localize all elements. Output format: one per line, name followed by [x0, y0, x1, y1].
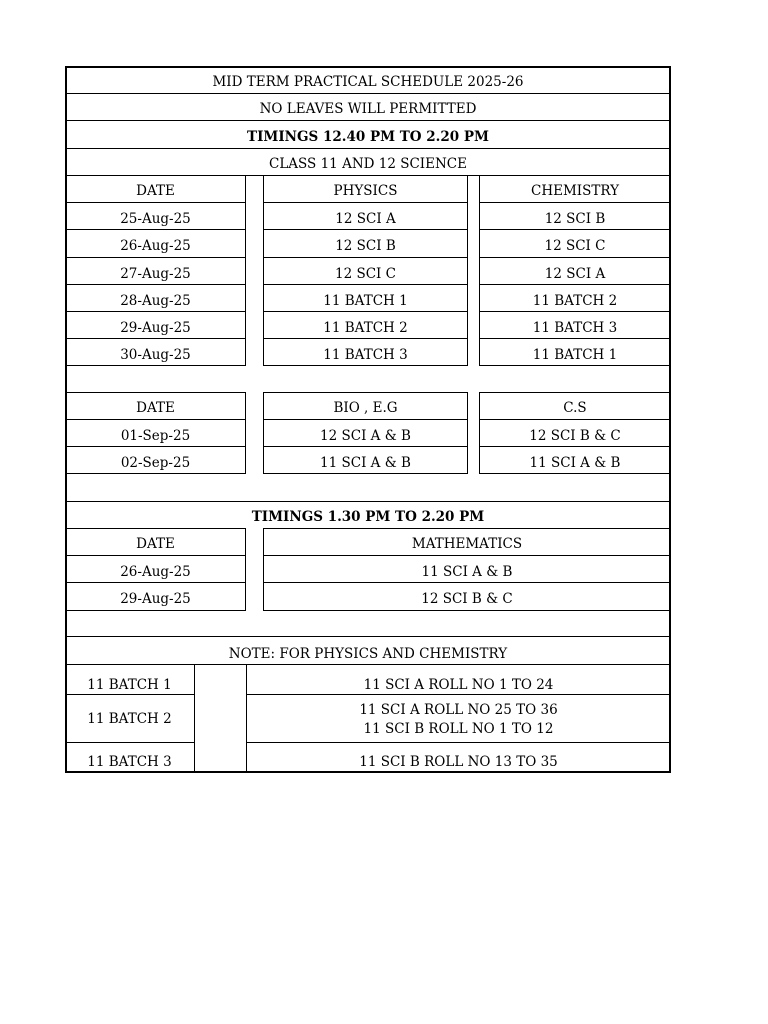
note-batch: 11 BATCH 1: [87, 676, 172, 693]
table-cell: 11 BATCH 2: [323, 320, 408, 337]
column-header: PHYSICS: [333, 183, 398, 200]
note-roll-range: [246, 697, 671, 743]
table-cell: 12 SCI A: [544, 265, 606, 282]
column-header: DATE: [136, 536, 175, 553]
note-batch: 11 BATCH 3: [87, 753, 172, 770]
table-cell: 11 BATCH 3: [323, 347, 408, 364]
table-cell: 12 SCI C: [334, 265, 396, 282]
column-header: CHEMISTRY: [530, 183, 620, 200]
note-row-divider: [65, 742, 194, 743]
schedule-sheet: [65, 66, 671, 773]
table-cell: 30-Aug-25: [120, 347, 191, 364]
note-roll-line: 11 SCI A ROLL NO 25 TO 36: [359, 702, 558, 718]
note-roll-range: 11 SCI B ROLL NO 13 TO 35: [359, 753, 558, 770]
timing-label-1: TIMINGS 12.40 PM TO 2.20 PM: [247, 129, 489, 145]
table-cell: 28-Aug-25: [120, 292, 191, 309]
table-cell: 11 SCI A & B: [320, 455, 411, 471]
table-cell: 25-Aug-25: [120, 211, 191, 228]
row-divider: [65, 501, 671, 502]
column-header: DATE: [136, 183, 175, 200]
timing-label-2: TIMINGS 1.30 PM TO 2.20 PM: [251, 509, 485, 525]
table-cell: 12 SCI A & B: [320, 428, 411, 444]
table-cell: 11 SCI A & B: [421, 564, 513, 581]
column-header: C.S: [563, 400, 587, 416]
schedule-title: MID TERM PRACTICAL SCHEDULE 2025-26: [212, 74, 524, 90]
table-cell: 11 BATCH 3: [532, 320, 618, 337]
note-batch: 11 BATCH 2: [87, 710, 172, 727]
table-cell: 12 SCI B: [544, 211, 606, 228]
table-cell: 26-Aug-25: [120, 564, 191, 581]
table-cell: 26-Aug-25: [120, 238, 191, 255]
table-cell: 12 SCI B: [335, 238, 396, 255]
note-roll-range: 11 SCI A ROLL NO 1 TO 24: [363, 676, 554, 693]
note-roll-line: 11 SCI B ROLL NO 1 TO 12: [363, 721, 554, 737]
table-cell: 12 SCI A: [335, 211, 396, 228]
table-cell: 12 SCI B & C: [421, 591, 513, 608]
note-title: NOTE: FOR PHYSICS AND CHEMISTRY: [228, 646, 508, 662]
table-cell: 12 SCI B & C: [529, 428, 621, 444]
class-label: CLASS 11 AND 12 SCIENCE: [269, 156, 467, 172]
table-cell: 11 SCI A & B: [529, 455, 621, 471]
table-cell: 29-Aug-25: [120, 591, 191, 608]
table-cell: 11 BATCH 1: [532, 347, 618, 364]
column-header: MATHEMATICS: [411, 536, 523, 553]
table-cell: 02-Sep-25: [120, 455, 191, 471]
column-header: BIO , E.G: [333, 400, 398, 416]
row-divider: [65, 636, 671, 637]
table-cell: 01-Sep-25: [120, 428, 191, 444]
table-cell: 11 BATCH 1: [323, 292, 408, 309]
column-header: DATE: [136, 400, 175, 416]
table-cell: 11 BATCH 2: [532, 292, 618, 309]
notice-text: NO LEAVES WILL PERMITTED: [259, 101, 477, 117]
note-divider: [194, 664, 195, 773]
table-cell: 27-Aug-25: [120, 265, 191, 282]
table-cell: 12 SCI C: [544, 238, 606, 255]
table-cell: 29-Aug-25: [120, 320, 191, 337]
